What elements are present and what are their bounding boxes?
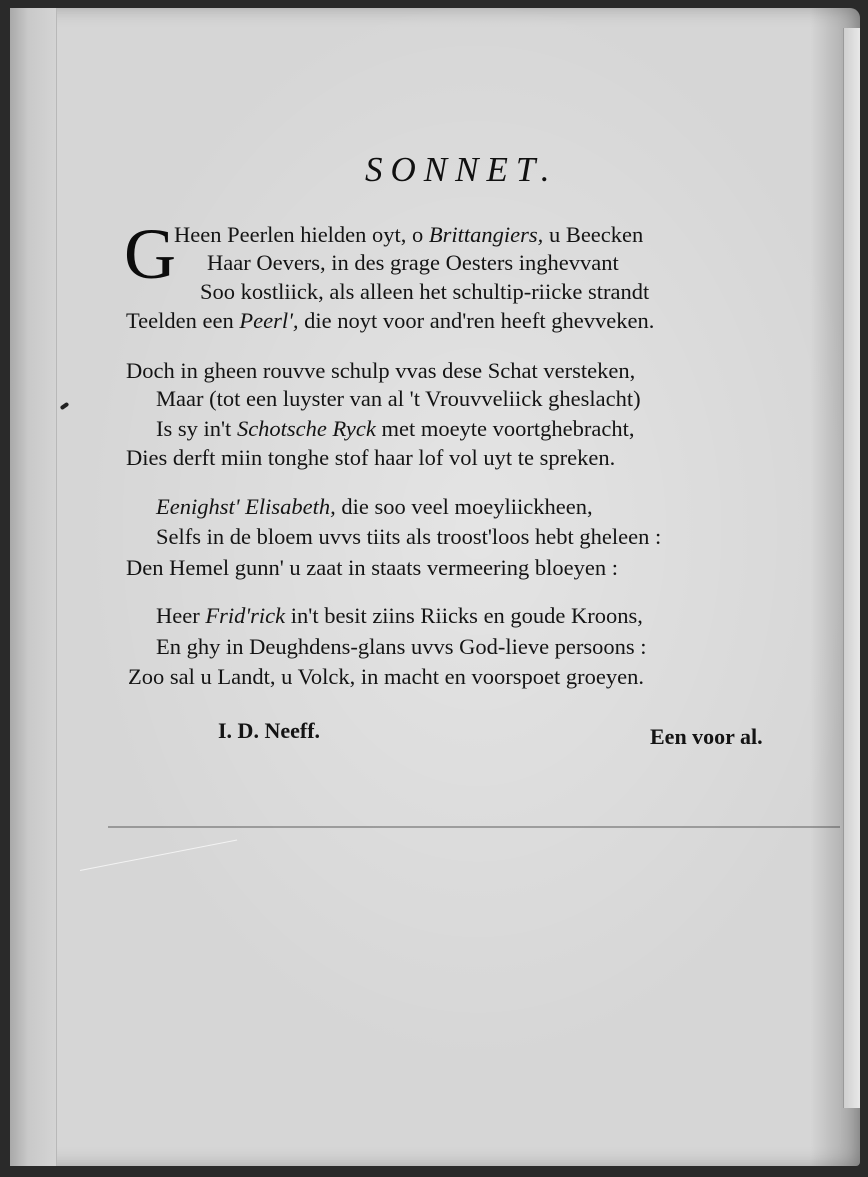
author-signature: I. D. Neeff. — [218, 718, 321, 743]
poem-line: Doch in gheen rouvve schulp vvas dese Schat versteken, — [126, 358, 636, 383]
poem-line: Eenighst' Elisabeth, die soo veel moeyliickheen, — [156, 494, 593, 519]
poem-line: Selfs in de bloem uvvs tiits als troost'loos hebt gheleen : — [156, 524, 662, 549]
poem-line: Is sy in't Schotsche Ryck met moeyte voortghebracht, — [156, 416, 635, 441]
poem-line: En ghy in Deughdens-glans uvvs God-lieve persoons : — [156, 634, 647, 659]
poem-line: Heer Frid'rick in't besit ziins Riicks en goude Kroons, — [156, 603, 643, 628]
poem-line: Dies derft miin tonghe stof haar lof vol uyt te spreken. — [126, 445, 616, 470]
motto: Een voor al. — [650, 724, 763, 749]
poem-line: Den Hemel gunn' u zaat in staats vermeering bloeyen : — [126, 555, 619, 580]
poem-line: Teelden een Peerl', die noyt voor and'ren heeft ghevveken. — [126, 308, 655, 333]
poem-line: Haar Oevers, in des grage Oesters inghevvant — [207, 250, 619, 275]
poem-line: Heen Peerlen hielden oyt, o Brittangiers, u Beecken — [174, 222, 644, 247]
poem-line: Maar (tot een luyster van al 't Vrouvveliick gheslacht) — [156, 386, 641, 411]
drop-cap: G — [124, 214, 176, 294]
poem-line: Soo kostliick, als alleen het schultip-riicke strandt — [200, 279, 650, 304]
poem-title: SONNET. — [365, 150, 558, 189]
poem-line: Zoo sal u Landt, u Volck, in macht en voorspoet groeyen. — [128, 664, 644, 689]
